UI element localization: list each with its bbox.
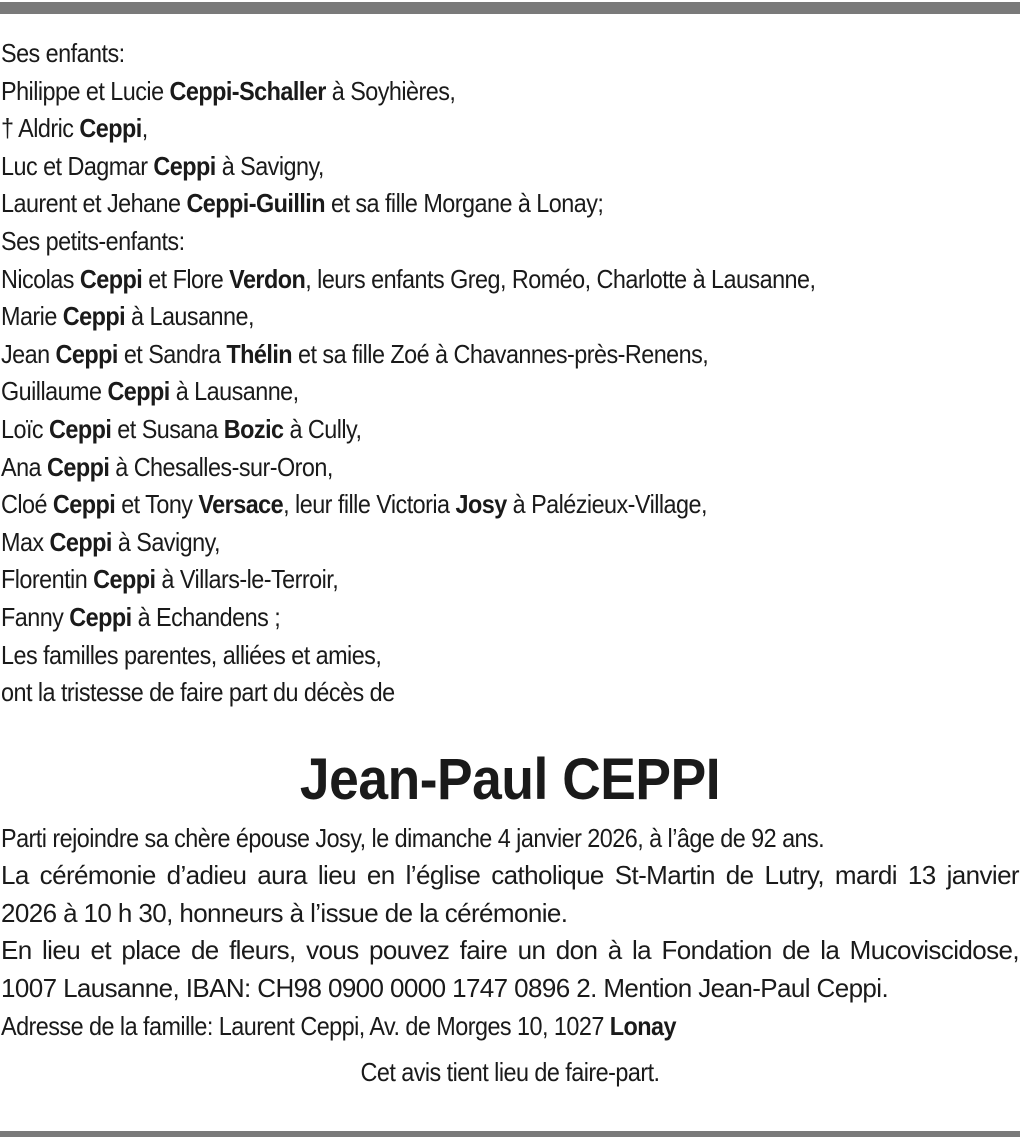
family-surname: Ceppi	[153, 150, 216, 181]
family-text: et sa fille Zoé à Chavannes-près-Renens,	[292, 338, 709, 369]
bottom-rule	[0, 1131, 1020, 1137]
family-surname: Ceppi	[49, 413, 112, 444]
family-surname: Ceppi	[62, 301, 126, 332]
family-text: Luc et Dagmar	[1, 150, 154, 181]
family-surname: Ceppi	[79, 113, 142, 144]
family-line	[1, 148, 917, 186]
family-text: à Savigny,	[111, 526, 220, 557]
family-text: Ses enfants:	[1, 38, 125, 68]
family-text: Max	[1, 526, 50, 557]
family-text: et Flore	[142, 263, 230, 294]
family-text: et Susana	[111, 413, 224, 444]
family-surname: Ceppi-Guillin	[186, 188, 326, 219]
ceremony-paragraph	[1, 857, 1019, 932]
address-paragraph	[1, 1008, 1019, 1046]
address-text: Adresse de la famille: Laurent Ceppi, Av. de Morges 10, 1027	[1, 1010, 610, 1041]
family-line	[1, 561, 917, 599]
deceased-name: Jean-Paul CEPPI	[299, 746, 721, 812]
family-text: Laurent et Jehane	[1, 188, 187, 219]
family-line	[1, 524, 917, 562]
family-surname: Ceppi	[52, 489, 116, 520]
passing-paragraph	[1, 820, 1019, 858]
family-text: Marie	[1, 301, 63, 332]
footer-note: Cet avis tient lieu de faire-part.	[360, 1057, 660, 1088]
family-text: et Tony	[115, 489, 199, 520]
ceremony-text: La cérémonie d’adieu aura lieu en l’église catholique St-Martin de Lutry, mardi 13 janvier 2026 à 10 h 30, honneurs à l’issue de la cérémonie.	[1, 860, 1019, 928]
family-line	[1, 599, 917, 637]
family-text: Florentin	[1, 564, 94, 595]
family-text: Guillaume	[1, 376, 108, 407]
donation-paragraph	[1, 932, 1019, 1007]
family-surname: Ceppi	[55, 338, 118, 369]
family-text: Les familles parentes, alliées et amies,	[1, 639, 382, 670]
family-surname: Ceppi	[79, 263, 143, 294]
family-text: Philippe et Lucie	[1, 75, 170, 106]
family-text: à Cully,	[283, 413, 362, 444]
family-surname: Ceppi	[107, 376, 170, 407]
family-surname: Bozic	[223, 413, 284, 444]
family-text: , leurs enfants Greg, Roméo, Charlotte à Lausanne,	[305, 263, 816, 294]
family-line	[1, 373, 917, 411]
family-surname: Ceppi	[49, 526, 112, 557]
family-text: à Chesalles-sur-Oron,	[109, 451, 333, 482]
family-line	[1, 486, 917, 524]
family-text: Nicolas	[1, 263, 80, 294]
family-line	[1, 261, 917, 299]
family-surname: Thélin	[226, 338, 293, 369]
address-line	[1, 1008, 917, 1046]
passing-text: Parti rejoindre sa chère épouse Josy, le dimanche 4 janvier 2026, à l’âge de 92 ans.	[1, 822, 825, 853]
family-line	[1, 73, 917, 111]
family-text: Ana	[1, 451, 47, 482]
family-surname: Ceppi	[46, 451, 110, 482]
family-text: à Lausanne,	[169, 376, 299, 407]
family-surname: Josy	[455, 489, 507, 520]
family-text: Fanny	[1, 601, 70, 632]
family-text: Cloé	[1, 489, 53, 520]
family-line	[1, 223, 917, 261]
family-text: à Echandens ;	[131, 601, 281, 632]
family-text: ,	[141, 113, 148, 144]
family-line	[1, 637, 917, 675]
family-line	[1, 110, 917, 148]
donation-text: En lieu et place de fleurs, vous pouvez faire un don à la Fondation de la Mucoviscidose, 1007 Lausanne, IBAN: CH98 0900 0000 1747 0896 2. Mention Jean-Paul Ceppi.	[1, 935, 1019, 1004]
family-surname: Ceppi-Schaller	[169, 75, 326, 106]
family-text: Ses petits-enfants:	[1, 225, 185, 256]
family-text: à Savigny,	[215, 150, 324, 181]
family-line	[1, 411, 917, 449]
family-text: et sa fille Morgane à Lonay;	[325, 188, 604, 219]
address-city: Lonay	[609, 1010, 676, 1041]
top-rule	[0, 2, 1020, 14]
family-list	[1, 35, 1019, 712]
family-text: à Villars-le-Terroir,	[155, 564, 339, 595]
family-text: à Soyhières,	[325, 75, 456, 106]
family-surname: Ceppi	[93, 564, 156, 595]
family-line	[1, 35, 917, 73]
family-text: , leur fille Victoria	[283, 489, 456, 520]
family-line	[1, 449, 917, 487]
family-surname: Ceppi	[69, 601, 132, 632]
family-line	[1, 674, 917, 712]
family-text: Jean	[1, 338, 56, 369]
family-text: et Sandra	[117, 338, 227, 369]
family-line	[1, 336, 917, 374]
family-text: Loïc	[1, 413, 50, 444]
obituary-notice	[1, 35, 1019, 1092]
family-text: ont la tristesse de faire part du décès de	[1, 677, 395, 708]
family-surname: Versace	[198, 489, 284, 520]
family-text: à Lausanne,	[125, 301, 254, 332]
family-surname: Verdon	[229, 263, 306, 294]
notice-body	[1, 820, 1019, 1046]
family-text: à Palézieux-Village,	[506, 489, 707, 520]
family-text: † Aldric	[1, 113, 80, 144]
family-line	[1, 185, 917, 223]
family-line	[1, 298, 917, 336]
